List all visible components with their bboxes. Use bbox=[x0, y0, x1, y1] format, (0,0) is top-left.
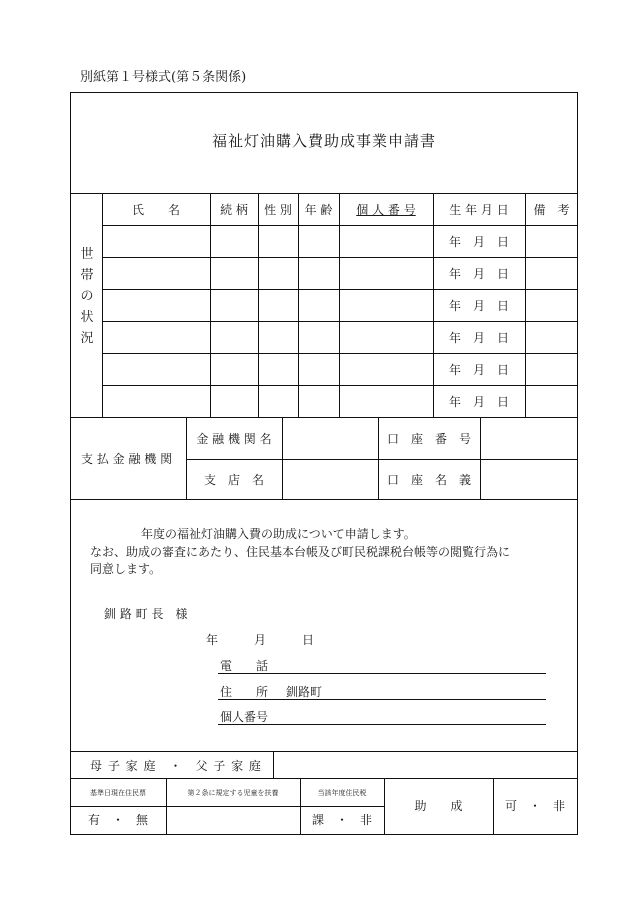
phone-field[interactable] bbox=[218, 673, 546, 674]
family-type: 母 子 家 庭 ・ 父 子 家 庭 bbox=[90, 759, 262, 773]
table-row: 年 月 日 bbox=[448, 331, 509, 345]
header-age: 年 齢 bbox=[304, 203, 333, 217]
form-label: 別紙第１号様式(第５条関係) bbox=[80, 70, 247, 85]
resident-record-header: 基準日現在住民票 bbox=[90, 789, 146, 797]
header-birthdate: 生 年 月 日 bbox=[449, 203, 509, 217]
subsidy-result: 可 ・ 非 bbox=[504, 799, 565, 813]
institution-label: 金 融 機 関 名 bbox=[196, 432, 272, 446]
header-sex: 性 別 bbox=[264, 203, 292, 217]
address-label: 住 所 bbox=[220, 685, 269, 699]
table-row: 年 月 日 bbox=[448, 299, 509, 313]
branch-label: 支 店 名 bbox=[203, 473, 264, 487]
resident-tax-header: 当該年度住民税 bbox=[317, 789, 367, 797]
header-relation: 続 柄 bbox=[220, 203, 248, 217]
mynumber-label: 個人番号 bbox=[220, 710, 269, 724]
bank-label: 支 払 金 融 機 関 bbox=[81, 452, 173, 466]
addressee: 釧 路 町 長 様 bbox=[104, 607, 188, 621]
header-mynumber: 個 人 番 号 bbox=[356, 203, 416, 217]
account-number-label: 口 座 番 号 bbox=[386, 432, 471, 446]
address-field[interactable] bbox=[218, 699, 546, 700]
address-value: 釧路町 bbox=[286, 685, 323, 699]
dependent-child-header: 第２条に規定する児童を扶養 bbox=[187, 789, 279, 797]
resident-record-value: 有 ・ 無 bbox=[87, 813, 148, 827]
header-name: 氏 名 bbox=[131, 203, 180, 217]
account-holder-label: 口 座 名 義 bbox=[386, 473, 471, 487]
resident-tax-value: 課 ・ 非 bbox=[311, 813, 372, 827]
mynumber-field[interactable] bbox=[218, 724, 546, 725]
table-row: 年 月 日 bbox=[448, 363, 509, 377]
table-row: 年 月 日 bbox=[448, 267, 509, 281]
header-remarks: 備 考 bbox=[533, 203, 570, 217]
table-row: 年 月 日 bbox=[448, 235, 509, 249]
phone-label: 電 話 bbox=[220, 659, 269, 673]
table-row: 年 月 日 bbox=[448, 395, 509, 409]
form-title: 福祉灯油購入費助成事業申請書 bbox=[211, 132, 436, 150]
application-date: 年 月 日 bbox=[206, 633, 315, 647]
household-side-label: 世 帯 の 状 況 bbox=[80, 247, 94, 346]
subsidy-label: 助 成 bbox=[414, 799, 463, 813]
declaration-line-1: 年度の福祉灯油購入費の助成について申請します。 bbox=[141, 527, 416, 541]
declaration-line-2: なお、助成の審査にあたり、住民基本台帳及び町民税課税台帳等の閲覧行為に bbox=[90, 545, 511, 559]
declaration-line-3: 同意します。 bbox=[90, 562, 162, 576]
